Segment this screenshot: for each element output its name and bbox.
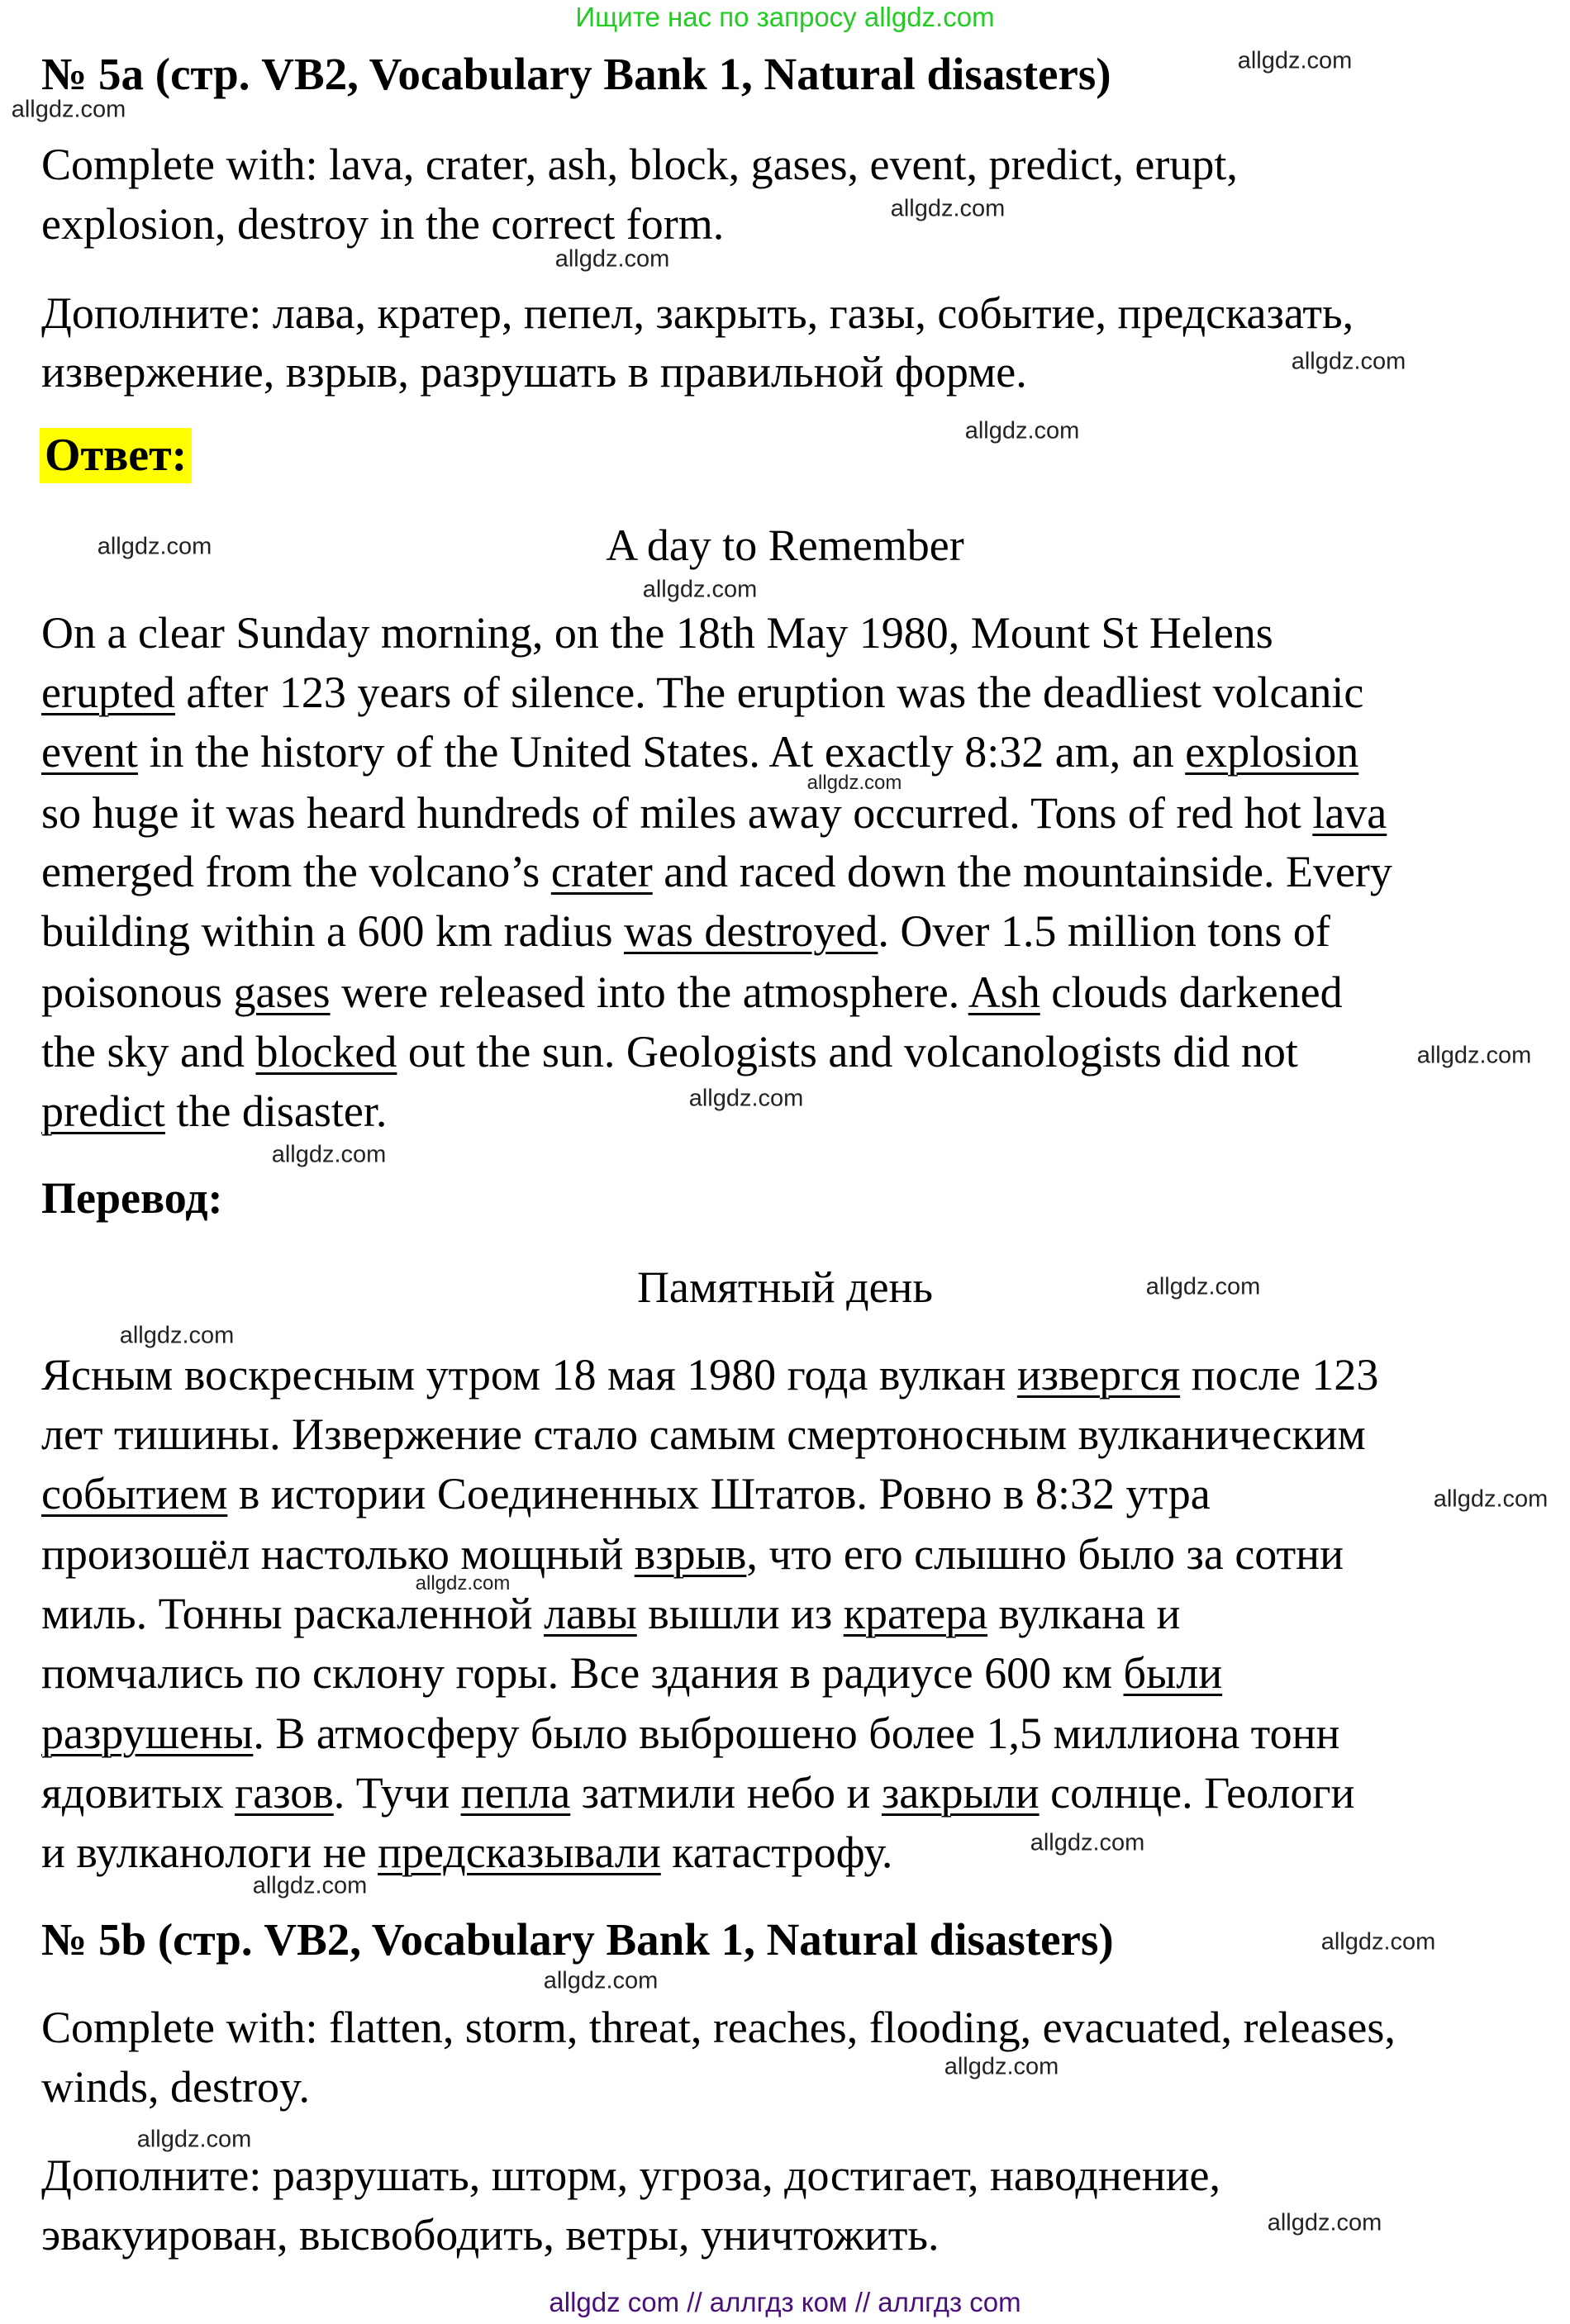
watermark: allgdz.com: [806, 772, 902, 794]
answer-word: event: [41, 727, 138, 777]
watermark: allgdz.com: [1320, 1928, 1436, 1956]
answer-word: predict: [41, 1086, 165, 1136]
text-segment: в истории Соединенных Штатов. Ровно в 8:32 утра: [227, 1469, 1211, 1518]
watermark: allgdz.com: [97, 533, 212, 560]
answer-word: lava: [1312, 788, 1387, 838]
task-5a-instruction-en-1: Complete with: lava, crater, ash, block, gases, event, predict, erupt,: [41, 140, 1238, 189]
answer-word: газов: [235, 1768, 334, 1818]
answer-word: gases: [233, 967, 331, 1017]
text-segment: and raced down the mountainside. Every: [652, 847, 1392, 896]
watermark: allgdz.com: [554, 245, 670, 273]
text-segment: солнце. Геологи: [1039, 1768, 1355, 1818]
answer-word: erupted: [41, 668, 175, 717]
text-segment: и вулканологи не: [41, 1827, 378, 1877]
translation-line: [41, 1648, 1223, 1698]
translation-line: [41, 1591, 1180, 1636]
text-segment: the sky and: [41, 1027, 256, 1076]
text-segment: in the history of the United States. At exactly 8:32 am, an: [137, 727, 1186, 777]
text-segment: emerged from the volcano’s: [41, 847, 551, 896]
text-segment: произошёл настолько мощный: [41, 1529, 635, 1579]
task-5a-instruction-en-2: explosion, destroy in the correct form.: [41, 199, 725, 249]
watermark: allgdz.com: [964, 417, 1080, 444]
watermark: allgdz.com: [1145, 1273, 1261, 1300]
watermark: allgdz.com: [415, 1572, 511, 1594]
watermark: allgdz.com: [1433, 1485, 1549, 1513]
watermark: allgdz.com: [136, 2126, 252, 2153]
story-line: [41, 1029, 1298, 1074]
answer-word: извергся: [1016, 1350, 1181, 1400]
watermark: allgdz.com: [543, 1967, 659, 1994]
watermark: allgdz.com: [1267, 2209, 1382, 2236]
task-5b-instruction-en-2: winds, destroy.: [41, 2062, 310, 2112]
text-segment: clouds darkened: [1040, 967, 1343, 1017]
watermark: allgdz.com: [688, 1085, 804, 1112]
answer-word: пепла: [460, 1768, 571, 1818]
task-5a-title: № 5a (стр. VB2, Vocabulary Bank 1, Natural disasters): [41, 49, 1111, 99]
text-segment: , что его слышно было за сотни: [746, 1529, 1344, 1579]
text-segment: were released into the atmosphere.: [330, 967, 968, 1017]
watermark: allgdz.com: [1416, 1042, 1532, 1069]
watermark: allgdz.com: [890, 195, 1006, 222]
text-segment: миль. Тонны раскаленной: [41, 1589, 545, 1638]
text-segment: катастрофу.: [660, 1827, 893, 1877]
task-5b-instruction-ru-1: Дополните: разрушать, шторм, угроза, достигает, наводнение,: [41, 2151, 1221, 2200]
watermark: allgdz.com: [1237, 47, 1353, 74]
text-segment: building within a 600 km radius: [41, 906, 624, 956]
answer-word: предсказывали: [378, 1827, 661, 1877]
text-segment: On a clear Sunday morning, on the 18th May 1980, Mount St Helens: [41, 608, 1273, 658]
story-line: [41, 967, 1343, 1017]
text-segment: after 123 years of silence. The eruption was the deadliest volcanic: [174, 668, 1364, 717]
text-segment: вышли из: [636, 1589, 844, 1638]
footer-links: allgdz com // аллгдз ком // аллгдз com: [549, 2287, 1021, 2317]
answer-word: кратера: [843, 1589, 988, 1638]
watermark: allgdz.com: [11, 96, 126, 123]
answer-word: was destroyed: [623, 906, 878, 956]
text-segment: so huge it was heard hundreds of miles away occurred. Tons of red hot: [41, 788, 1313, 838]
answer-word: были: [1123, 1648, 1223, 1698]
answer-word: разрушены: [41, 1709, 254, 1758]
answer-word: событием: [41, 1469, 228, 1518]
text-segment: Ясным воскресным утром 18 мая 1980 года вулкан: [41, 1350, 1017, 1400]
watermark: allgdz.com: [944, 2053, 1059, 2080]
task-5b-instruction-en-1: Complete with: flatten, storm, threat, reaches, flooding, evacuated, releases,: [41, 2003, 1396, 2052]
watermark: allgdz.com: [271, 1141, 387, 1168]
watermark: allgdz.com: [252, 1872, 368, 1899]
watermark: allgdz.com: [119, 1322, 235, 1349]
answer-word: закрыли: [881, 1768, 1040, 1818]
translation-title: Памятный день: [636, 1262, 934, 1312]
story-line: [41, 1086, 388, 1136]
answer-word: взрыв: [634, 1529, 747, 1579]
task-5a-instruction-ru-2: извержение, взрыв, разрушать в правильной форме.: [41, 347, 1027, 397]
story-line: [41, 727, 1359, 777]
watermark: allgdz.com: [642, 576, 758, 603]
translation-line: [41, 1409, 1366, 1459]
text-segment: после 123: [1180, 1350, 1379, 1400]
answer-word: лавы: [544, 1589, 637, 1638]
text-segment: . Тучи: [333, 1768, 461, 1818]
text-segment: лет тишины. Извержение стало самым смертоносным вулканическим: [41, 1409, 1366, 1459]
story-line: [41, 849, 1392, 894]
watermark: allgdz.com: [1030, 1829, 1145, 1856]
task-5b-title: № 5b (стр. VB2, Vocabulary Bank 1, Natural disasters): [41, 1914, 1114, 1965]
answer-word: blocked: [255, 1027, 397, 1076]
text-segment: . Over 1.5 million tons of: [878, 906, 1330, 956]
story-title: A day to Remember: [606, 520, 964, 570]
translation-line: [41, 1350, 1379, 1400]
story-line: [41, 788, 1387, 838]
story-line: [41, 670, 1363, 715]
answer-label: Ответ:: [40, 428, 192, 483]
task-5a-instruction-ru-1: Дополните: лава, кратер, пепел, закрыть, газы, событие, предсказать,: [41, 288, 1354, 338]
text-segment: ядовитых: [41, 1768, 236, 1818]
translation-line: [41, 1529, 1344, 1579]
answer-word: crater: [550, 847, 653, 896]
answer-word: explosion: [1185, 727, 1359, 777]
story-line: [41, 906, 1330, 956]
task-5b-instruction-ru-2: эвакуирован, высвободить, ветры, уничтожить.: [41, 2210, 940, 2260]
text-segment: затмили небо и: [570, 1768, 882, 1818]
translation-label: Перевод:: [41, 1173, 223, 1223]
translation-line: [41, 1711, 1339, 1756]
text-segment: . В атмосферу было выброшено более 1,5 миллиона тонн: [253, 1709, 1340, 1758]
text-segment: the disaster.: [164, 1086, 388, 1136]
text-segment: вулкана и: [987, 1589, 1181, 1638]
translation-line: [41, 1471, 1211, 1516]
watermark: allgdz.com: [1291, 348, 1406, 375]
top-banner: Ищите нас по запросу allgdz.com: [575, 2, 995, 32]
text-segment: out the sun. Geologists and volcanologists did not: [397, 1027, 1298, 1076]
translation-line: [41, 1768, 1355, 1818]
answer-word: Ash: [968, 967, 1040, 1017]
translation-line: [41, 1827, 893, 1877]
story-line: [41, 608, 1273, 658]
text-segment: poisonous: [41, 967, 234, 1017]
text-segment: помчались по склону горы. Все здания в радиусе 600 км: [41, 1648, 1124, 1698]
